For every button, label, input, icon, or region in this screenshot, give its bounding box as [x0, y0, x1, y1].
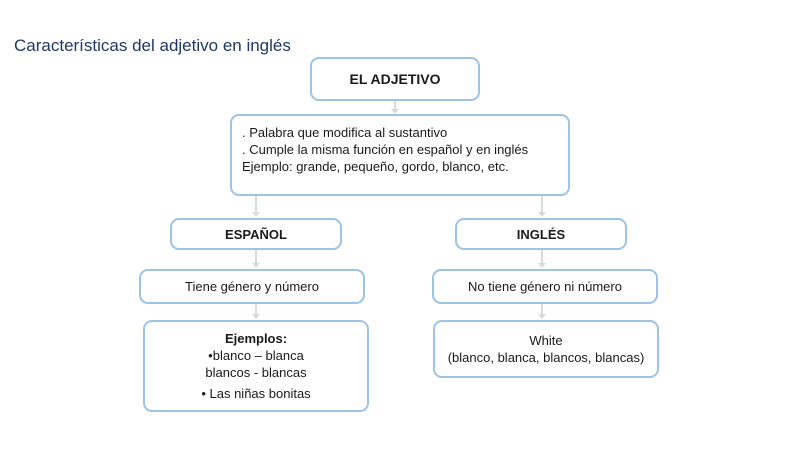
arrow-english-rule	[538, 263, 546, 268]
connector-spanish-rule	[255, 250, 257, 264]
spanish-example-2	[201, 385, 310, 402]
bullet-icon: •	[208, 348, 213, 363]
english-example-forms: (blanco, blanca, blancos, blancas)	[447, 350, 645, 365]
spanish-example-2-text: Las niñas bonitas	[209, 386, 311, 401]
connector-root-definition	[394, 101, 396, 109]
spanish-example-1	[208, 347, 304, 364]
connector-english-rule	[541, 250, 543, 264]
arrow-definition-spanish	[252, 212, 260, 217]
english-rule-node	[432, 269, 658, 304]
english-example-word: White	[529, 333, 563, 348]
spanish-example-1-line-2: blancos - blancas	[205, 365, 307, 380]
connector-definition-spanish	[255, 196, 257, 213]
spanish-example-1-line-1: blanco – blanca	[212, 348, 304, 363]
definition-line-3: Ejemplo: grande, pequeño, gordo, blanco, etc.	[242, 159, 509, 174]
root-label: EL ADJETIVO	[349, 70, 441, 87]
arrow-definition-english	[538, 212, 546, 217]
root-node	[310, 57, 480, 101]
english-rule-text: No tiene género ni número	[468, 279, 622, 294]
definition-line-2: . Cumple la misma función en español y en inglés	[242, 142, 529, 157]
arrow-spanish-rule	[252, 263, 260, 268]
spanish-examples-node	[143, 320, 369, 412]
connector-definition-english	[541, 196, 543, 213]
english-examples-node	[433, 320, 659, 378]
spanish-examples-title: Ejemplos:	[224, 331, 288, 346]
english-header-node	[455, 218, 627, 250]
spanish-rule-text: Tiene género y número	[185, 279, 319, 294]
definition-node	[230, 114, 570, 196]
spanish-rule-node	[139, 269, 365, 304]
arrow-spanish-examples	[252, 314, 260, 319]
definition-line-1: . Palabra que modifica al sustantivo	[242, 125, 448, 140]
english-header-label: INGLÉS	[516, 226, 566, 242]
page-title: Características del adjetivo en inglés	[14, 36, 291, 55]
bullet-icon: •	[201, 386, 206, 401]
spanish-header-node	[170, 218, 342, 250]
arrow-english-examples	[538, 314, 546, 319]
spanish-header-label: ESPAÑOL	[225, 226, 287, 242]
